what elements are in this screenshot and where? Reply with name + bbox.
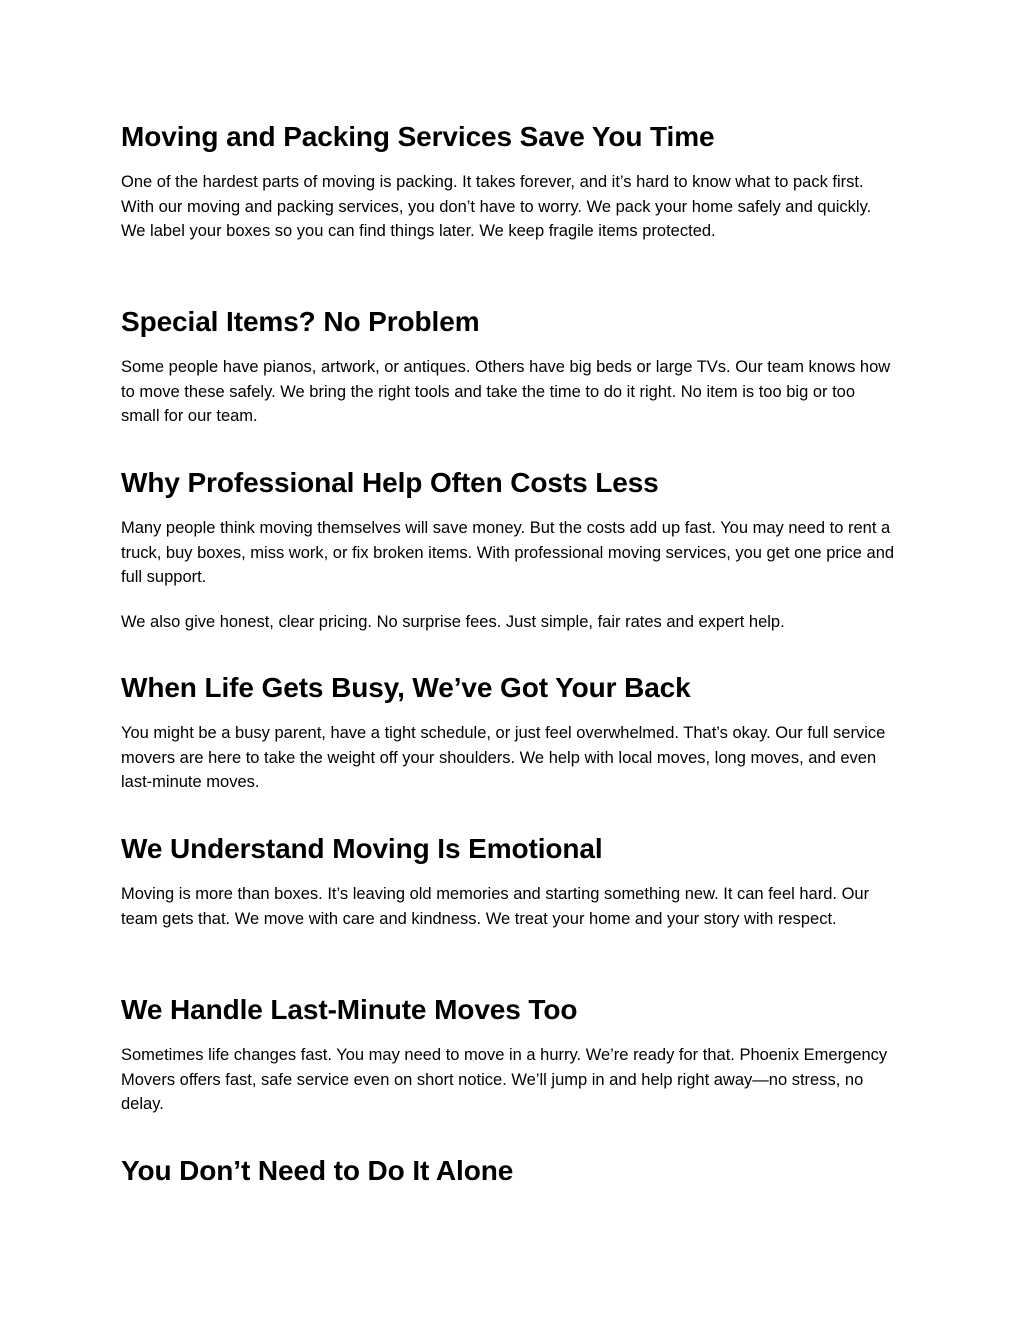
section-life-gets-busy (121, 671, 896, 795)
section-heading: We Handle Last-Minute Moves Too (121, 994, 578, 1025)
section-paragraph: We also give honest, clear pricing. No surprise fees. Just simple, fair rates and expert help. (121, 612, 785, 631)
section-professional-help (121, 466, 896, 634)
section-special-items (121, 305, 896, 429)
section-last-minute (121, 993, 896, 1117)
section-paragraph: Some people have pianos, artwork, or antiques. Others have big beds or large TVs. Our team knows how to move these safely. We bring the right tools and take the time to do it right. No item is too big or too small for our team. (121, 358, 891, 425)
section-heading: When Life Gets Busy, We’ve Got Your Back (121, 672, 691, 703)
section-not-alone (121, 1154, 896, 1188)
section-paragraph: You might be a busy parent, have a tight schedule, or just feel overwhelmed. That’s okay. Our full service movers are here to take the weight off your shoulders. We help with local moves, long moves, and even last-minute moves. (121, 724, 886, 791)
section-heading: Special Items? No Problem (121, 306, 480, 337)
section-paragraph: Sometimes life changes fast. You may need to move in a hurry. We’re ready for that. Phoenix Emergency Movers offers fast, safe service even on short notice. We’ll jump in and help right away—no stress, no delay. (121, 1046, 888, 1113)
section-heading: You Don’t Need to Do It Alone (121, 1155, 514, 1186)
section-emotional (121, 832, 896, 931)
section-heading: Moving and Packing Services Save You Time (121, 121, 715, 152)
section-paragraph: One of the hardest parts of moving is packing. It takes forever, and it’s hard to know what to pack first. With our moving and packing services, you don’t have to worry. We pack your home safely and quickly. We label your boxes so you can find things later. We keep fragile items protected. (121, 173, 872, 240)
section-paragraph: Moving is more than boxes. It’s leaving old memories and starting something new. It can feel hard. Our team gets that. We move with care and kindness. We treat your home and your story with respect. (121, 885, 870, 928)
section-packing-services (121, 120, 896, 244)
section-heading: We Understand Moving Is Emotional (121, 833, 603, 864)
section-paragraph: Many people think moving themselves will save money. But the costs add up fast. You may need to rent a truck, buy boxes, miss work, or fix broken items. With professional moving services, you get one price and full support. (121, 519, 895, 586)
section-heading: Why Professional Help Often Costs Less (121, 467, 659, 498)
